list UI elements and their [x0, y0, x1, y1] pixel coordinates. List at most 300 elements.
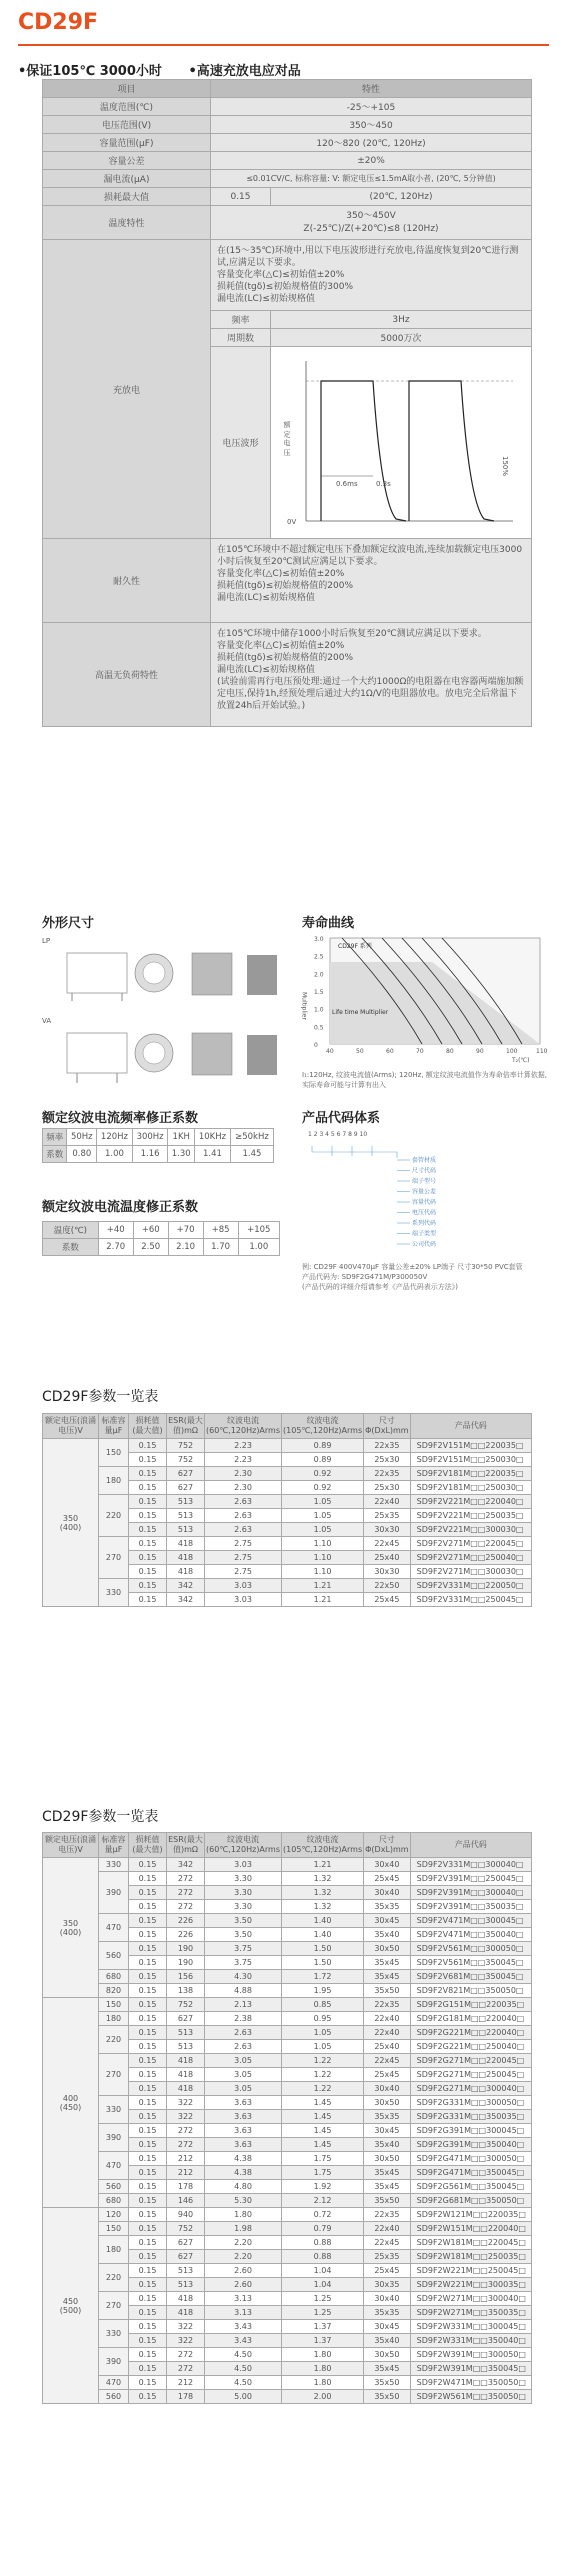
param-value-cell: 1.32	[282, 1872, 364, 1886]
param-column-header: 尺寸Φ(DxL)mm	[364, 1833, 410, 1858]
param-value-cell: 1.45	[282, 2138, 364, 2152]
param-value-cell: 22x40	[364, 2012, 410, 2026]
param-value-cell: 0.15	[129, 1579, 167, 1593]
product-code-cell: SD9F2W561M□□350050□	[410, 2390, 531, 2404]
freq-coef-title: 额定纹波电流频率修正系数	[42, 1111, 199, 1126]
life-note: I₁:120Hz, 纹波电流值(Arms); 120Hz, 额定纹波电流值作为寿命倍率计算依据,实际寿命可能与计算有出入	[302, 1071, 548, 1089]
product-code-cell: SD9F2G271M□□220045□	[410, 2054, 531, 2068]
code-example	[302, 1262, 552, 1292]
param-value-cell: 322	[167, 2320, 205, 2334]
table-row	[43, 2236, 532, 2250]
param-value-cell: 3.13	[205, 2306, 282, 2320]
param-value-cell: 1.32	[282, 1900, 364, 1914]
param-value-cell: 0.15	[129, 2250, 167, 2264]
param-value-cell: 0.15	[129, 1551, 167, 1565]
life-xtick: 80	[446, 1048, 454, 1055]
param-value-cell: 0.15	[129, 2012, 167, 2026]
capacitance-cell: 330	[99, 1579, 129, 1607]
rated-voltage-label: 额 定 电 压	[283, 421, 291, 456]
param-value-cell: 627	[167, 2236, 205, 2250]
temp-line: 350～450V	[346, 210, 396, 221]
param-value-cell: 752	[167, 1439, 205, 1453]
product-code-cell: SD9F2V181M□□250030□	[410, 1481, 531, 1495]
code-structure-diagram	[302, 1128, 552, 1258]
param-value-cell: 0.88	[282, 2236, 364, 2250]
param-value-cell: 30x50	[364, 1942, 410, 1956]
param-value-cell: 30x50	[364, 2348, 410, 2362]
freq-coef-value: 1.00	[97, 1146, 133, 1163]
param-value-cell: 35x45	[364, 2166, 410, 2180]
param-value-cell: 2.60	[205, 2278, 282, 2292]
product-code-cell: SD9F2V561M□□350045□	[410, 1956, 531, 1970]
param-value-cell: 418	[167, 2082, 205, 2096]
temp-coef-header: +40	[98, 1222, 133, 1239]
param-value-cell: 1.10	[282, 1551, 364, 1565]
freq-coef-table	[42, 1128, 274, 1163]
shelf-text: 损耗值(tgδ)≤初始规格值的200%	[217, 653, 354, 663]
param-value-cell: 513	[167, 2278, 205, 2292]
param-value-cell: 0.15	[129, 2040, 167, 2054]
table-row	[43, 2348, 532, 2362]
param-value-cell: 2.20	[205, 2250, 282, 2264]
param-value-cell: 1.25	[282, 2306, 364, 2320]
param-value-cell: 156	[167, 1970, 205, 1984]
param-value-cell: 0.85	[282, 1998, 364, 2012]
param-value-cell: 1.40	[282, 1914, 364, 1928]
freq-coef-value: 1.16	[132, 1146, 168, 1163]
param-value-cell: 35x40	[364, 2334, 410, 2348]
temp-coef-value: 2.50	[133, 1239, 168, 1256]
param-value-cell: 22x40	[364, 2026, 410, 2040]
param-value-cell: 1.21	[282, 1593, 364, 1607]
param-value-cell: 0.15	[129, 2306, 167, 2320]
table-row	[43, 2208, 532, 2222]
param-value-cell: 1.75	[282, 2166, 364, 2180]
param-value-cell: 35x50	[364, 2376, 410, 2390]
table-row	[43, 1579, 532, 1593]
param-value-cell: 25x30	[364, 1453, 410, 1467]
product-code-cell: SD9F2V271M□□250040□	[410, 1551, 531, 1565]
param-value-cell: 272	[167, 1900, 205, 1914]
param-value-cell: 1.45	[282, 2096, 364, 2110]
param-table-1-title: CD29F参数一览表	[42, 1389, 159, 1405]
life-multiplier-label: Life time Multiplier	[332, 1009, 389, 1016]
voltage-cell: 350 (400)	[43, 1439, 99, 1607]
capacitance-cell: 270	[99, 2054, 129, 2096]
param-table-2	[42, 1832, 532, 2404]
param-value-cell: 0.15	[129, 2152, 167, 2166]
param-value-cell: 2.20	[205, 2236, 282, 2250]
param-value-cell: 22x45	[364, 2054, 410, 2068]
lp-label: LP	[42, 937, 51, 945]
product-code-cell: SD9F2W271M□□350035□	[410, 2306, 531, 2320]
capacitance-cell: 820	[99, 1984, 129, 1998]
outline-drawings	[42, 935, 300, 1100]
param-value-cell: 342	[167, 1593, 205, 1607]
product-code-cell: SD9F2V471M□□300045□	[410, 1914, 531, 1928]
capacitance-cell: 120	[99, 2208, 129, 2222]
product-code-cell: SD9F2V151M□□220035□	[410, 1439, 531, 1453]
param-value-cell: 2.75	[205, 1565, 282, 1579]
wave-cell	[271, 347, 532, 539]
param-value-cell: 25x35	[364, 2250, 410, 2264]
product-code-cell: SD9F2G271M□□300040□	[410, 2082, 531, 2096]
freq-coef-value: 1.45	[230, 1146, 273, 1163]
param-value-cell: 1.21	[282, 1858, 364, 1872]
life-xtick: 70	[416, 1048, 424, 1055]
param-value-cell: 513	[167, 2026, 205, 2040]
param-value-cell: 0.15	[129, 1928, 167, 1942]
param-value-cell: 627	[167, 1481, 205, 1495]
param-value-cell: 1.50	[282, 1956, 364, 1970]
freq-coef-header: 频率	[43, 1129, 67, 1146]
life-curve-chart	[302, 932, 552, 1067]
param-value-cell: 2.63	[205, 1509, 282, 1523]
param-value-cell: 3.05	[205, 2054, 282, 2068]
param-value-cell: 418	[167, 2306, 205, 2320]
param-value-cell: 0.89	[282, 1453, 364, 1467]
product-code-cell: SD9F2V331M□□300040□	[410, 1858, 531, 1872]
param-value-cell: 1.80	[205, 2208, 282, 2222]
param-value-cell: 190	[167, 1956, 205, 1970]
param-value-cell: 3.43	[205, 2334, 282, 2348]
time-label-b: 0.3s	[376, 480, 391, 488]
table-row	[43, 2390, 532, 2404]
product-code-cell: SD9F2W271M□□300040□	[410, 2292, 531, 2306]
life-chart	[302, 932, 552, 1067]
param-value-cell: 3.03	[205, 1858, 282, 1872]
code-digit-numbers: 1 2 3 4 5 6 7 8 9 10	[308, 1131, 368, 1138]
freq-label: 频率	[211, 311, 271, 329]
param-value-cell: 752	[167, 2222, 205, 2236]
product-code-cell: SD9F2G391M□□300045□	[410, 2124, 531, 2138]
param-value-cell: 1.40	[282, 1928, 364, 1942]
param-value-cell: 0.15	[129, 1970, 167, 1984]
table-row	[43, 2264, 532, 2278]
life-ytick: 0	[314, 1042, 318, 1049]
param-value-cell: 3.05	[205, 2082, 282, 2096]
param-value-cell: 25x45	[364, 1593, 410, 1607]
freq-coef-header: 1KH	[168, 1129, 195, 1146]
param-value-cell: 0.15	[129, 2278, 167, 2292]
param-value-cell: 0.15	[129, 1481, 167, 1495]
param-value-cell: 25x35	[364, 1509, 410, 1523]
product-code-cell: SD9F2W391M□□300050□	[410, 2348, 531, 2362]
table-row	[43, 2180, 532, 2194]
param-value-cell: 752	[167, 1998, 205, 2012]
outline-diagram	[42, 935, 300, 1100]
dur-text: 在105℃环境中不超过额定电压下叠加额定纹波电流,连续加载额定电压3000小时后恢复至20℃测试应满足以下要求。	[217, 545, 523, 567]
param-value-cell: 322	[167, 2334, 205, 2348]
param-value-cell: 22x35	[364, 1467, 410, 1481]
spec-label: 耐久性	[43, 539, 211, 623]
param-value-cell: 5.30	[205, 2194, 282, 2208]
param-value-cell: 0.95	[282, 2012, 364, 2026]
shelf-text: (试验前需再行电压预处理:通过一个大约1000Ω的电阻器在电容器两端施加额定电压,保持1h,经预处理后通过大约1Ω/V的电阻器放电。放电完全后常温下放置24h后开始试验。)	[217, 677, 524, 711]
param-value-cell: 35x45	[364, 1970, 410, 1984]
param-value-cell: 0.15	[129, 2166, 167, 2180]
product-code-cell: SD9F2V331M□□220050□	[410, 1579, 531, 1593]
table-row	[43, 1858, 532, 1872]
product-code-cell: SD9F2V221M□□300030□	[410, 1523, 531, 1537]
code-legend-item: 套管材质	[412, 1157, 437, 1164]
param-value-cell: 3.03	[205, 1579, 282, 1593]
param-value-cell: 272	[167, 2348, 205, 2362]
product-code-cell: SD9F2W181M□□250035□	[410, 2250, 531, 2264]
product-code-cell: SD9F2G271M□□250045□	[410, 2068, 531, 2082]
param-value-cell: 212	[167, 2376, 205, 2390]
freq-value: 3Hz	[271, 311, 532, 329]
capacitance-cell: 180	[99, 2012, 129, 2026]
freq-coef-header: 300Hz	[132, 1129, 168, 1146]
param-value-cell: 272	[167, 2138, 205, 2152]
temp-coef-header: +60	[133, 1222, 168, 1239]
param-value-cell: 0.92	[282, 1467, 364, 1481]
param-value-cell: 0.15	[129, 1956, 167, 1970]
param-value-cell: 30x40	[364, 2082, 410, 2096]
param-value-cell: 0.15	[129, 1439, 167, 1453]
spec-label: 容量范围(μF)	[43, 134, 211, 152]
cycle-label: 周期数	[211, 329, 271, 347]
param-value-cell: 22x45	[364, 2236, 410, 2250]
param-value-cell: 0.15	[129, 2222, 167, 2236]
table-row	[43, 2376, 532, 2390]
wave-label: 电压波形	[211, 347, 271, 539]
param-value-cell: 0.15	[129, 1942, 167, 1956]
param-value-cell: 940	[167, 2208, 205, 2222]
param-value-cell: 3.30	[205, 1886, 282, 1900]
param-value-cell: 418	[167, 2068, 205, 2082]
param-value-cell: 1.10	[282, 1565, 364, 1579]
code-example-line: (产品代码的详细介绍请参考《产品代码表示方法》)	[302, 1283, 458, 1291]
spec-label: 温度特性	[43, 206, 211, 240]
title-underline	[18, 44, 549, 46]
code-legend-item: 端子类型	[412, 1230, 437, 1238]
table-row	[43, 1914, 532, 1928]
voltage-cell: 350 (400)	[43, 1858, 99, 1998]
param-value-cell: 0.15	[129, 1495, 167, 1509]
spec-value: ≤0.01CV/C, 标称容量: V: 额定电压≤1.5mA取小者, (20℃, 5分钟值)	[211, 170, 532, 188]
param-value-cell: 1.75	[282, 2152, 364, 2166]
param-value-cell: 0.15	[129, 2194, 167, 2208]
param-value-cell: 342	[167, 1858, 205, 1872]
param-value-cell: 212	[167, 2152, 205, 2166]
param-value-cell: 2.30	[205, 1467, 282, 1481]
param-value-cell: 25x45	[364, 2068, 410, 2082]
charge-text: 漏电流(LC)≤初始规格值	[217, 294, 315, 304]
spec-label: 电压范围(V)	[43, 116, 211, 134]
temp-coef-value: 系数	[43, 1239, 99, 1256]
code-legend-item: 电压代码	[412, 1209, 437, 1217]
life-ytick: 1.5	[314, 989, 324, 996]
param-value-cell: 0.92	[282, 1481, 364, 1495]
code-legend-item: 系列代码	[412, 1220, 437, 1227]
param-value-cell: 272	[167, 2124, 205, 2138]
param-column-header: 纹波电流(105℃,120Hz)Arms	[282, 1833, 364, 1858]
param-value-cell: 30x45	[364, 1914, 410, 1928]
param-column-header: 纹波电流(105℃,120Hz)Arms	[282, 1414, 364, 1439]
table-row	[43, 1942, 532, 1956]
temp-coef-value: 2.10	[168, 1239, 203, 1256]
spec-label: 充放电	[43, 240, 211, 539]
param-column-header: 纹波电流(60℃,120Hz)Arms	[205, 1833, 282, 1858]
capacitance-cell: 180	[99, 1467, 129, 1495]
code-legend-item: 公司代码	[412, 1241, 437, 1248]
param-value-cell: 0.15	[129, 2180, 167, 2194]
param-value-cell: 0.15	[129, 2096, 167, 2110]
freq-coef-value: 1.41	[195, 1146, 231, 1163]
capacitance-cell: 560	[99, 2180, 129, 2194]
table-row	[43, 1872, 532, 1886]
param-value-cell: 2.38	[205, 2012, 282, 2026]
param-value-cell: 0.72	[282, 2208, 364, 2222]
dur-text: 损耗值(tgδ)≤初始规格值的200%	[217, 581, 354, 591]
param-value-cell: 1.37	[282, 2334, 364, 2348]
param-value-cell: 418	[167, 1551, 205, 1565]
code-title: 产品代码体系	[302, 1111, 381, 1126]
charge-text: 在(15～35℃)环境中,用以下电压波形进行充放电,待温度恢复到20℃进行测试,应满足以下要求。	[217, 246, 519, 268]
param-column-header: 纹波电流(60℃,120Hz)Arms	[205, 1414, 282, 1439]
param-value-cell: 0.15	[129, 2026, 167, 2040]
capacitance-cell: 680	[99, 2194, 129, 2208]
table-row	[43, 2012, 532, 2026]
param-value-cell: 1.37	[282, 2320, 364, 2334]
product-code-cell: SD9F2V151M□□250030□	[410, 1453, 531, 1467]
product-code-cell: SD9F2V821M□□350050□	[410, 1984, 531, 1998]
param-column-header: 标准容量μF	[99, 1414, 129, 1439]
voltage-cell: 450 (500)	[43, 2208, 99, 2404]
capacitance-cell: 220	[99, 1495, 129, 1537]
capacitance-cell: 330	[99, 2320, 129, 2348]
product-code-cell: SD9F2G561M□□350045□	[410, 2180, 531, 2194]
freq-coef-header: ≥50kHz	[230, 1129, 273, 1146]
param-value-cell: 22x35	[364, 1439, 410, 1453]
param-value-cell: 0.15	[129, 2068, 167, 2082]
param-value-cell: 0.15	[129, 2208, 167, 2222]
shelf-text: 在105℃环境中储存1000小时后恢复至20℃测试应满足以下要求。	[217, 629, 487, 639]
param-value-cell: 0.79	[282, 2222, 364, 2236]
capacitance-cell: 390	[99, 2124, 129, 2152]
param-value-cell: 627	[167, 1467, 205, 1481]
product-code-cell: SD9F2G151M□□220035□	[410, 1998, 531, 2012]
product-code-cell: SD9F2G181M□□220040□	[410, 2012, 531, 2026]
param-value-cell: 0.15	[129, 2348, 167, 2362]
param-value-cell: 0.15	[129, 2236, 167, 2250]
product-code-cell: SD9F2G331M□□300050□	[410, 2096, 531, 2110]
param-table-2-title: CD29F参数一览表	[42, 1809, 159, 1825]
param-value-cell: 0.15	[129, 2054, 167, 2068]
param-value-cell: 513	[167, 1495, 205, 1509]
param-value-cell: 35x45	[364, 1956, 410, 1970]
product-code-cell: SD9F2W221M□□300035□	[410, 2278, 531, 2292]
param-value-cell: 418	[167, 1537, 205, 1551]
code-example-line: 产品代码为: SD9F2G471M/P300050V	[302, 1273, 428, 1281]
freq-coef-value: 系数	[43, 1146, 67, 1163]
param-value-cell: 0.15	[129, 2376, 167, 2390]
pct-label: 150%	[501, 456, 509, 477]
param-value-cell: 0.15	[129, 2264, 167, 2278]
life-ytick: 0.5	[314, 1024, 324, 1032]
param-column-header: 产品代码	[410, 1833, 531, 1858]
va-label: VA	[42, 1017, 52, 1025]
life-title: 寿命曲线	[302, 916, 355, 931]
param-value-cell: 178	[167, 2180, 205, 2194]
capacitance-cell: 470	[99, 1914, 129, 1942]
temp-coef-title: 额定纹波电流温度修正系数	[42, 1200, 199, 1215]
feature-1: •保证105℃ 3000小时	[18, 64, 162, 79]
param-value-cell: 2.00	[282, 2390, 364, 2404]
param-value-cell: 138	[167, 1984, 205, 1998]
product-code-cell: SD9F2V391M□□300040□	[410, 1886, 531, 1900]
param-value-cell: 35x35	[364, 2110, 410, 2124]
spec-label: 损耗最大值	[43, 188, 211, 206]
freq-coef-header: 10KHz	[195, 1129, 231, 1146]
param-value-cell: 0.15	[129, 1453, 167, 1467]
product-code-cell: SD9F2G681M□□350050□	[410, 2194, 531, 2208]
life-xtick: 40	[326, 1048, 334, 1055]
param-value-cell: 226	[167, 1928, 205, 1942]
param-value-cell: 272	[167, 1872, 205, 1886]
param-value-cell: 0.15	[129, 1565, 167, 1579]
param-value-cell: 0.15	[129, 1523, 167, 1537]
param-value-cell: 2.63	[205, 2026, 282, 2040]
product-code-cell: SD9F2V271M□□220045□	[410, 1537, 531, 1551]
spec-head-item: 项目	[43, 80, 211, 98]
param-value-cell: 2.75	[205, 1537, 282, 1551]
life-xtick: 100	[506, 1048, 518, 1055]
param-value-cell: 513	[167, 2040, 205, 2054]
product-code-cell: SD9F2V181M□□220035□	[410, 1467, 531, 1481]
code-example-line: 例: CD29F 400V470μF 容量公差±20% LP端子 尺寸30*50 PVC套管	[302, 1263, 523, 1271]
param-value-cell: 1.25	[282, 2292, 364, 2306]
param-value-cell: 22x35	[364, 1998, 410, 2012]
param-value-cell: 30x45	[364, 2124, 410, 2138]
capacitance-cell: 220	[99, 2026, 129, 2054]
param-value-cell: 30x30	[364, 1523, 410, 1537]
spec-value-cond: (20℃, 120Hz)	[271, 188, 532, 206]
temp-coef-header: +70	[168, 1222, 203, 1239]
temp-line: Z(-25℃)/Z(+20℃)≤8 (120Hz)	[303, 223, 439, 234]
param-value-cell: 3.43	[205, 2320, 282, 2334]
param-value-cell: 513	[167, 1523, 205, 1537]
life-ytick: 3.0	[314, 936, 324, 943]
feature-2: •高速充放电应对品	[188, 64, 301, 79]
param-value-cell: 1.50	[282, 1942, 364, 1956]
product-code-cell: SD9F2V471M□□350040□	[410, 1928, 531, 1942]
capacitance-cell: 220	[99, 2264, 129, 2292]
voltage-cell: 400 (450)	[43, 1998, 99, 2208]
param-value-cell: 4.30	[205, 1970, 282, 1984]
param-value-cell: 1.80	[282, 2348, 364, 2362]
param-column-header: 额定电压(浪涌电压)V	[43, 1833, 99, 1858]
param-value-cell: 752	[167, 1453, 205, 1467]
temp-coef-value: 1.00	[238, 1239, 279, 1256]
param-value-cell: 0.15	[129, 2124, 167, 2138]
param-value-cell: 4.50	[205, 2376, 282, 2390]
product-code-cell: SD9F2W181M□□220045□	[410, 2236, 531, 2250]
param-value-cell: 272	[167, 1886, 205, 1900]
param-column-header: ESR(最大值)mΩ	[167, 1833, 205, 1858]
feature-list	[18, 60, 323, 79]
param-column-header: 尺寸Φ(DxL)mm	[364, 1414, 410, 1439]
param-value-cell: 22x50	[364, 1579, 410, 1593]
param-value-cell: 0.15	[129, 1858, 167, 1872]
spec-head-char: 特性	[211, 80, 532, 98]
param-value-cell: 1.22	[282, 2082, 364, 2096]
param-column-header: 损耗值(最大值)	[129, 1833, 167, 1858]
param-value-cell: 1.95	[282, 1984, 364, 1998]
product-code-cell: SD9F2V221M□□250035□	[410, 1509, 531, 1523]
